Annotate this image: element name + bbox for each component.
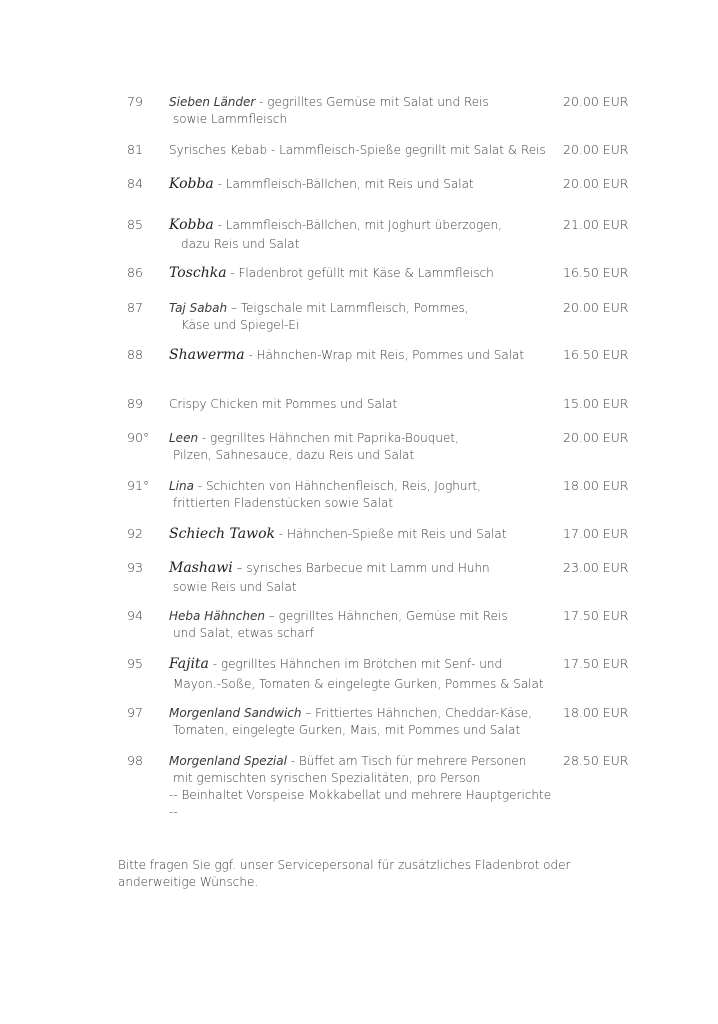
item-name: Toschka bbox=[169, 265, 227, 281]
item-number: 97 bbox=[127, 705, 143, 720]
item-text-line2: Pilzen, Sahnesauce, dazu Reis und Salat bbox=[173, 448, 415, 462]
item-number: 98 bbox=[127, 753, 143, 768]
item-number: 81 bbox=[127, 142, 143, 157]
item-name: Schiech Tawok bbox=[169, 526, 276, 542]
item-number: 90° bbox=[127, 430, 150, 445]
item-text-line2: und Salat, etwas scharf bbox=[173, 626, 314, 640]
item-description bbox=[169, 94, 554, 128]
item-text: – Frittiertes Hähnchen, Cheddar-Käse, bbox=[301, 706, 532, 720]
item-name: Kobba bbox=[169, 217, 214, 233]
item-text: - Fladenbrot gefüllt mit Käse & Lammfleisch bbox=[226, 266, 494, 280]
item-text-line2: mit gemischten syrischen Spezialitäten, pro Person bbox=[173, 771, 481, 785]
item-text-line2: dazu Reis und Salat bbox=[181, 237, 300, 251]
item-text: - Hähnchen-Wrap mit Reis, Pommes und Salat bbox=[244, 348, 525, 362]
item-name: Leen bbox=[169, 431, 199, 445]
item-name: Morgenland Sandwich bbox=[169, 706, 302, 720]
item-text-line2: Mayon.-Soße, Tomaten & eingelegte Gurken, Pommes & Salat bbox=[173, 677, 544, 691]
item-description bbox=[169, 300, 554, 334]
item-number: 86 bbox=[127, 265, 143, 280]
item-number: 95 bbox=[127, 656, 143, 671]
item-text-line2: sowie Lammfleisch bbox=[173, 112, 288, 126]
item-price: 20.00 EUR bbox=[563, 300, 629, 315]
item-number: 88 bbox=[127, 347, 143, 362]
item-description bbox=[169, 396, 554, 413]
item-text: - Büffet am Tisch für mehrere Personen bbox=[286, 754, 527, 768]
item-text: – syrisches Barbecue mit Lamm und Huhn bbox=[232, 561, 490, 575]
item-description bbox=[169, 478, 554, 512]
item-name: Heba Hähnchen bbox=[169, 609, 265, 623]
item-name: Lina bbox=[169, 479, 194, 493]
item-price: 18.00 EUR bbox=[563, 705, 629, 720]
item-price: 23.00 EUR bbox=[563, 560, 629, 575]
item-price: 20.00 EUR bbox=[563, 142, 629, 157]
item-description bbox=[169, 265, 554, 282]
item-number: 93 bbox=[127, 560, 143, 575]
item-number: 91° bbox=[127, 478, 150, 493]
item-name: Mashawi bbox=[169, 560, 233, 576]
item-number: 89 bbox=[127, 396, 143, 411]
item-name: Fajita bbox=[169, 656, 209, 672]
item-price: 16.50 EUR bbox=[563, 265, 629, 280]
item-name: Shawerma bbox=[169, 347, 245, 363]
item-description bbox=[169, 560, 554, 596]
item-text: - Schichten von Hähnchenfleisch, Reis, Joghurt, bbox=[193, 479, 481, 493]
item-number: 79 bbox=[127, 94, 143, 109]
item-description bbox=[169, 608, 554, 642]
item-description bbox=[169, 142, 554, 159]
item-text: – Teigschale mit Lammfleisch, Pommes, bbox=[227, 301, 469, 315]
item-price: 20.00 EUR bbox=[563, 430, 629, 445]
item-price: 20.00 EUR bbox=[563, 94, 629, 109]
item-number: 84 bbox=[127, 176, 143, 191]
item-description bbox=[169, 176, 554, 193]
item-text-line2: frittierten Fladenstücken sowie Salat bbox=[173, 496, 394, 510]
item-name: Taj Sabah bbox=[169, 301, 228, 315]
item-price: 17.50 EUR bbox=[563, 608, 629, 623]
item-description bbox=[169, 753, 559, 821]
item-name: Morgenland Spezial bbox=[169, 754, 287, 768]
item-text: - gegrilltes Hähnchen im Brötchen mit Senf- und bbox=[208, 657, 503, 671]
item-number: 94 bbox=[127, 608, 143, 623]
item-text: Syrisches Kebab - Lammfleisch-Spieße gegrillt mit Salat & Reis bbox=[169, 143, 546, 157]
item-text: – gegrilltes Hähnchen, Gemüse mit Reis bbox=[264, 609, 508, 623]
item-price: 17.50 EUR bbox=[563, 656, 629, 671]
item-text: - Lammfleisch-Bällchen, mit Reis und Salat bbox=[213, 177, 474, 191]
item-text-line2: Tomaten, eingelegte Gurken, Mais, mit Pommes und Salat bbox=[173, 723, 521, 737]
item-text-line2: sowie Reis und Salat bbox=[173, 580, 297, 594]
item-price: 17.00 EUR bbox=[563, 526, 629, 541]
item-name: Sieben Länder bbox=[169, 95, 256, 109]
item-text: Crispy Chicken mit Pommes und Salat bbox=[169, 397, 398, 411]
item-text: - gegrilltes Hähnchen mit Paprika-Bouquet, bbox=[198, 431, 459, 445]
item-price: 16.50 EUR bbox=[563, 347, 629, 362]
item-number: 85 bbox=[127, 217, 143, 232]
item-price: 20.00 EUR bbox=[563, 176, 629, 191]
footer-note: Bitte fragen Sie ggf. unser Servicepersonal für zusätzliches Fladenbrot oder anderweitige Wünsche. bbox=[118, 858, 571, 889]
item-description bbox=[169, 705, 554, 739]
item-description bbox=[169, 526, 554, 543]
item-price: 15.00 EUR bbox=[563, 396, 629, 411]
item-description bbox=[169, 656, 554, 693]
item-text: - gegrilltes Gemüse mit Salat und Reis bbox=[255, 95, 489, 109]
item-number: 87 bbox=[127, 300, 143, 315]
item-text: - Hähnchen-Spieße mit Reis und Salat bbox=[275, 527, 507, 541]
item-description bbox=[169, 347, 554, 364]
item-price: 28.50 EUR bbox=[563, 753, 629, 768]
item-text-line2: Käse und Spiegel-Ei bbox=[181, 318, 300, 332]
item-price: 21.00 EUR bbox=[563, 217, 629, 232]
item-number: 92 bbox=[127, 526, 143, 541]
item-text-line3: -- Beinhaltet Vorspeise Mokkabellat und mehrere Hauptgerichte -- bbox=[169, 788, 552, 819]
item-name: Kobba bbox=[169, 176, 214, 192]
item-description bbox=[169, 217, 554, 253]
item-text: - Lammfleisch-Bällchen, mit Joghurt überzogen, bbox=[213, 218, 502, 232]
item-price: 18.00 EUR bbox=[563, 478, 629, 493]
item-description bbox=[169, 430, 554, 464]
